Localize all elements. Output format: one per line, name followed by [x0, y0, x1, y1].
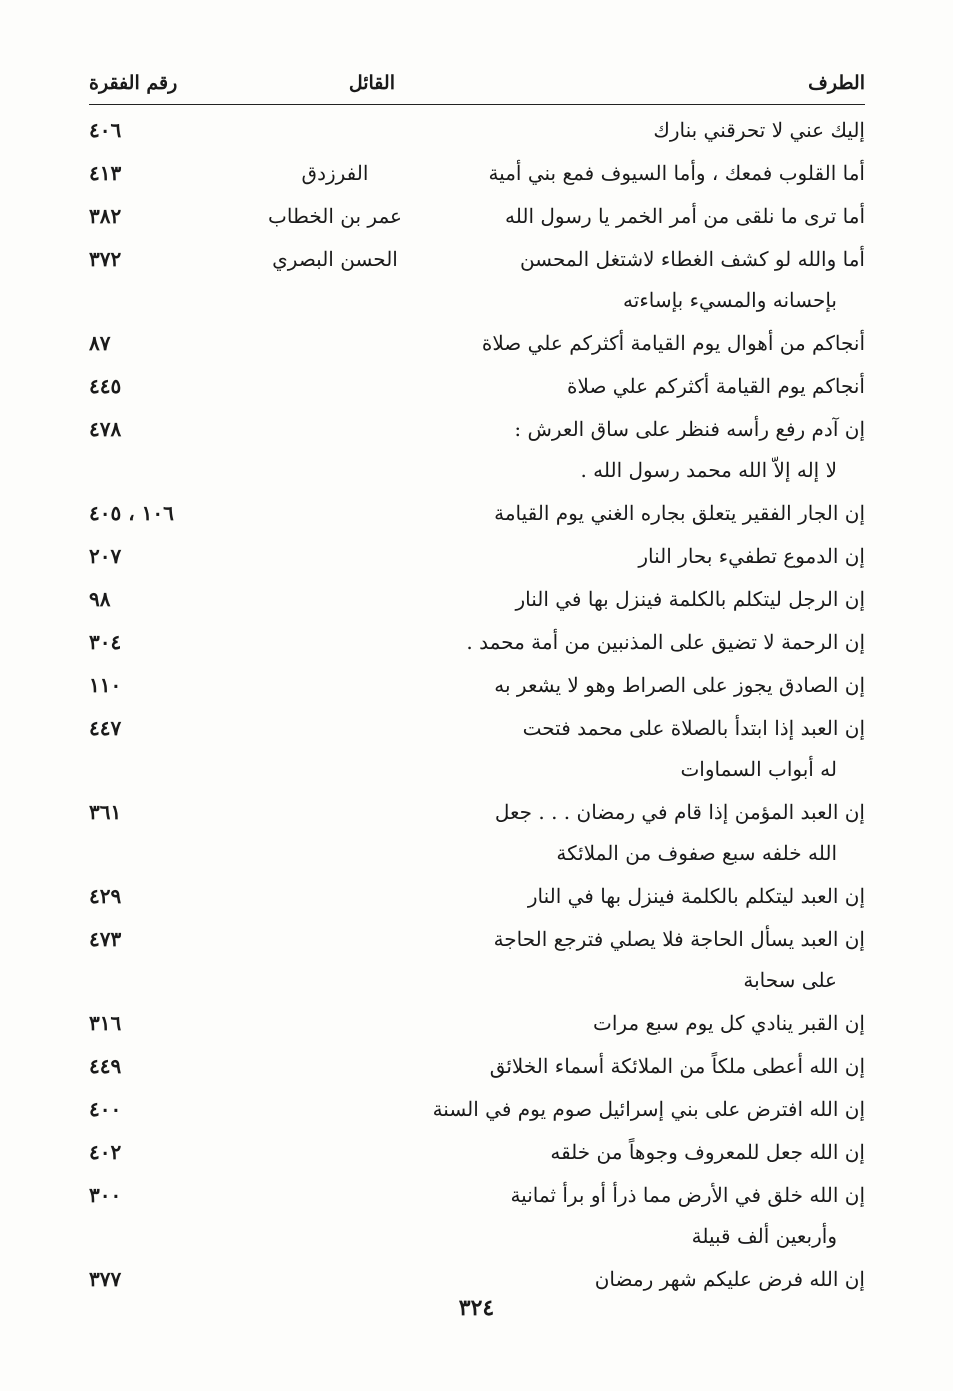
entry-text-continuation: وأربعين ألف قبيلة — [691, 1224, 837, 1248]
entry-speaker — [260, 493, 410, 534]
entry-paragraph-number: ٣٨٢ — [89, 204, 122, 228]
index-entry — [75, 366, 865, 407]
entry-text: إن الدموع تطفيء بحار النار — [638, 544, 865, 568]
entry-speaker: عمر بن الخطاب — [268, 204, 402, 228]
index-entry — [75, 493, 865, 534]
entry-text-continuation: له أبواب السماوات — [680, 757, 837, 781]
index-entry — [75, 622, 865, 663]
entry-speaker — [260, 622, 410, 663]
entry-paragraph-number: ٤٤٧ — [89, 716, 122, 740]
entry-text-continuation: بإحسانه والمسيء بإساءته — [623, 288, 837, 312]
entry-text: إن الله خلق في الأرض مما ذرأ أو برأ ثمانية — [510, 1183, 865, 1207]
entry-text: إن العبد ليتكلم بالكلمة فينزل بها في النار — [527, 884, 865, 908]
entry-text: إن العبد إذا ابتدأ بالصلاة على محمد فتحت — [522, 716, 865, 740]
index-entry — [75, 110, 865, 151]
entry-text: إن الله جعل للمعروف وجوهاً من خلقه — [550, 1140, 865, 1164]
index-entry — [75, 409, 865, 491]
entry-text: أنجاكم من أهوال يوم القيامة أكثركم علي صلاة — [481, 331, 865, 355]
entry-text: أما والله لو كشف الغطاء لاشتغل المحسن — [519, 247, 865, 271]
index-entry — [75, 323, 865, 364]
entry-text: إن الله فرض عليكم شهر رمضان — [594, 1267, 865, 1291]
entry-paragraph-number: ١٠٦ ، ٤٠٥ — [89, 501, 174, 525]
index-entry — [75, 792, 865, 874]
index-entry — [75, 876, 865, 917]
entry-paragraph-number: ٤٠٢ — [89, 1140, 122, 1164]
entry-text: أنجاكم يوم القيامة أكثركم علي صلاة — [567, 374, 865, 398]
index-entry — [75, 1003, 865, 1044]
entry-speaker — [260, 919, 410, 960]
index-entry — [75, 919, 865, 1001]
entry-text: أما القلوب فمعك ، وأما السيوف فمع بني أمية — [488, 161, 865, 185]
entry-paragraph-number: ٤٧٨ — [89, 417, 122, 441]
index-entry — [75, 536, 865, 577]
entry-speaker — [260, 1003, 410, 1044]
entry-speaker — [260, 323, 410, 364]
entry-paragraph-number: ٣٠٤ — [89, 630, 122, 654]
index-entry — [75, 1175, 865, 1257]
entry-speaker — [260, 1089, 410, 1130]
page-number: ٣٢٤ — [458, 1295, 495, 1321]
entry-paragraph-number: ٣٦١ — [89, 800, 122, 824]
header-paragraph-column: رقم الفقرة — [89, 72, 178, 94]
entry-paragraph-number: ٩٨ — [89, 587, 111, 611]
entry-paragraph-number: ٤٤٩ — [89, 1054, 122, 1078]
entry-paragraph-number: ٤١٣ — [89, 161, 122, 185]
index-entry — [75, 1259, 865, 1300]
index-entry — [75, 239, 865, 321]
entry-paragraph-number: ٤٧٣ — [89, 927, 122, 951]
entry-text: إن الجار الفقير يتعلق بجاره الغني يوم القيامة — [494, 501, 865, 525]
entry-speaker: الحسن البصري — [272, 247, 398, 271]
header-text-column: الطرف — [808, 72, 865, 94]
entry-speaker — [260, 1132, 410, 1173]
entry-paragraph-number: ٤٠٠ — [89, 1097, 122, 1121]
entry-paragraph-number: ٣٠٠ — [89, 1183, 122, 1207]
entry-paragraph-number: ٤٤٥ — [89, 374, 122, 398]
index-entry — [75, 196, 865, 237]
entry-text: إن الرجل ليتكلم بالكلمة فينزل بها في النار — [515, 587, 865, 611]
entry-paragraph-number: ٨٧ — [89, 331, 111, 355]
entry-paragraph-number: ٢٠٧ — [89, 544, 122, 568]
entry-paragraph-number: ٤٠٦ — [89, 118, 122, 142]
entry-speaker — [260, 1175, 410, 1216]
entry-speaker — [260, 579, 410, 620]
entry-text: إن الله افترض على بني إسرائيل صوم يوم في السنة — [432, 1097, 865, 1121]
entry-text: إن الله أعطى ملكاً من الملائكة أسماء الخلائق — [489, 1054, 865, 1078]
entry-text: إن العبد يسأل الحاجة فلا يصلي فترجع الحاجة — [493, 927, 865, 951]
entry-text: إن العبد المؤمن إذا قام في رمضان . . . جعل — [494, 800, 865, 824]
entry-speaker: الفرزدق — [301, 161, 369, 185]
index-entry — [75, 1089, 865, 1130]
entry-text: إن آدم رفع رأسه فنظر على ساق العرش : — [514, 417, 865, 441]
entry-text: إن الصادق يجوز على الصراط وهو لا يشعر به — [494, 673, 865, 697]
index-entry — [75, 1132, 865, 1173]
index-entries — [75, 110, 865, 1302]
entry-speaker — [260, 536, 410, 577]
table-header — [89, 64, 865, 105]
index-entry — [75, 708, 865, 790]
entry-paragraph-number: ١١٠ — [89, 673, 122, 697]
entry-speaker — [260, 792, 410, 833]
entry-paragraph-number: ٣٧٧ — [89, 1267, 122, 1291]
entry-speaker — [260, 409, 410, 450]
entry-speaker — [260, 1046, 410, 1087]
entry-text-continuation: لا إله إلاّ الله محمد رسول الله . — [580, 458, 837, 482]
entry-text-continuation: الله خلفه سبع صفوف من الملائكة — [556, 841, 837, 865]
entry-speaker — [260, 1259, 410, 1300]
entry-text: إن الرحمة لا تضيق على المذنبين من أمة محمد . — [466, 630, 865, 654]
index-entry — [75, 153, 865, 194]
entry-paragraph-number: ٤٢٩ — [89, 884, 122, 908]
index-entry — [75, 1046, 865, 1087]
header-speaker-column: القائل — [348, 72, 395, 94]
index-entry — [75, 579, 865, 620]
entry-text-continuation: على سحابة — [743, 968, 837, 992]
entry-text: أما ترى ما نلقى من أمر الخمر يا رسول الله — [505, 204, 865, 228]
entry-paragraph-number: ٣١٦ — [89, 1011, 122, 1035]
entry-speaker — [260, 110, 410, 151]
index-entry — [75, 665, 865, 706]
entry-text: إليك عني لا تحرقني بنارك — [653, 118, 865, 142]
entry-speaker — [260, 876, 410, 917]
entry-paragraph-number: ٣٧٢ — [89, 247, 122, 271]
entry-text: إن القبر ينادي كل يوم سبع مرات — [592, 1011, 865, 1035]
entry-speaker — [260, 366, 410, 407]
entry-speaker — [260, 708, 410, 749]
entry-speaker — [260, 665, 410, 706]
